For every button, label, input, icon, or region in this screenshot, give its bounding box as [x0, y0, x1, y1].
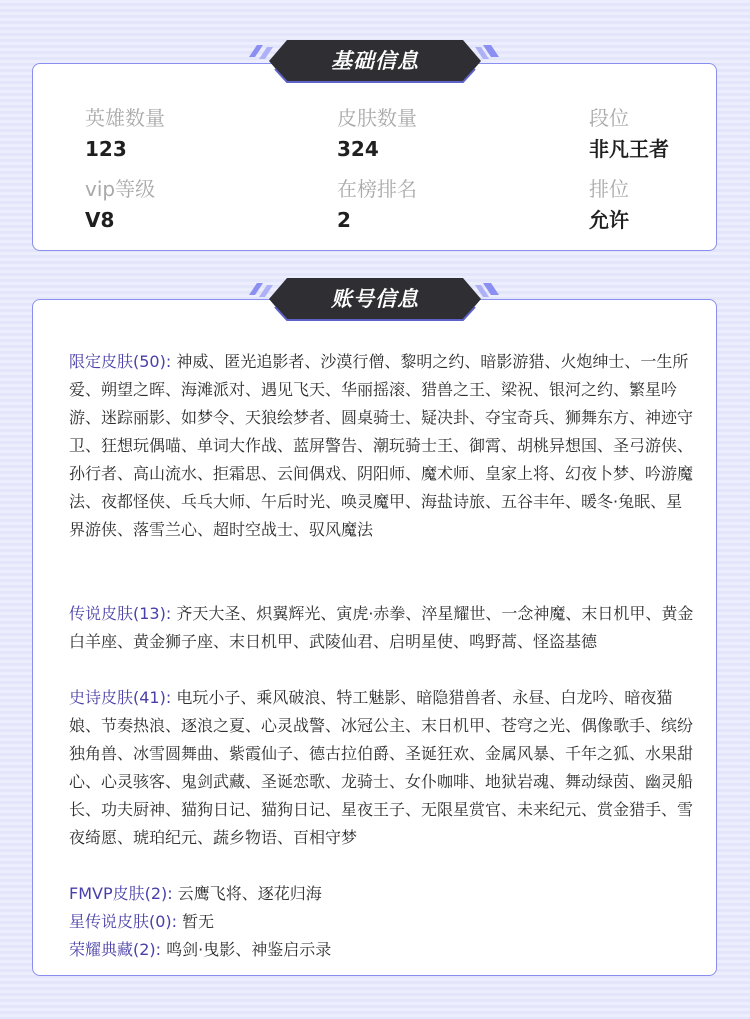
info-label: 排位	[589, 177, 629, 201]
info-hero-count	[85, 104, 165, 163]
category-label: 荣耀典藏(2):	[69, 940, 162, 959]
info-value: 324	[337, 137, 379, 161]
basic-info-title: 基础信息	[331, 49, 419, 73]
fmvp-skins-paragraph	[69, 880, 695, 908]
skin-list: 鸣剑·曳影、神鉴启示录	[166, 940, 332, 959]
skin-list: 暂无	[182, 912, 215, 931]
category-label: 星传说皮肤(0):	[69, 912, 178, 931]
info-value: 123	[85, 137, 127, 161]
info-rank-tier	[589, 104, 669, 163]
info-value: 非凡王者	[589, 137, 669, 161]
basic-info-badge	[249, 37, 501, 85]
info-skin-count	[337, 104, 417, 163]
skin-list: 云鹰飞将、逐花归海	[177, 884, 322, 903]
account-info-title: 账号信息	[331, 287, 419, 311]
star-legend-skins-paragraph	[69, 908, 695, 936]
category-label: 限定皮肤(50):	[69, 352, 172, 371]
category-label: FMVP皮肤(2):	[69, 884, 173, 903]
epic-skins-paragraph	[69, 684, 695, 852]
info-label: vip等级	[85, 177, 156, 201]
skin-list: 神威、匿光追影者、沙漠行僧、黎明之约、暗影游猎、火炮绅士、一生所爱、朔望之晖、海滩派对、遇见飞天、华丽摇滚、猎兽之王、梁祝、银河之约、繁星吟游、迷踪丽影、如梦令、天狼绘梦者、圆桌骑士、疑决卦、夺宝奇兵、狮舞东方、神迹守卫、狂想玩偶喵、单词大作战、蓝屏警告、潮玩骑士王、御霄、胡桃异想国、圣弓游侠、孙行者、高山流水、拒霜思、云间偶戏、阴阳师、魔术师、皇家上将、幻夜卜梦、吟游魔法、夜都怪侠、乓乓大师、午后时光、唤灵魔甲、海盐诗旅、五谷丰年、暖冬·兔眠、星界游侠、落雪兰心、超时空战士、驭风魔法	[69, 352, 694, 539]
info-label: 皮肤数量	[337, 106, 417, 130]
info-value: 2	[337, 208, 351, 232]
info-ranked-status	[589, 175, 629, 234]
category-label: 传说皮肤(13):	[69, 604, 172, 623]
account-info-badge	[249, 275, 501, 323]
info-value: V8	[85, 208, 115, 232]
info-label: 段位	[589, 106, 629, 130]
category-label: 史诗皮肤(41):	[69, 688, 172, 707]
skin-list: 电玩小子、乘风破浪、特工魅影、暗隐猎兽者、永昼、白龙吟、暗夜猫娘、节奏热浪、逐浪之夏、心灵战警、冰冠公主、末日机甲、苍穹之光、偶像歌手、缤纷独角兽、冰雪圆舞曲、紫霞仙子、德古拉伯爵、圣诞狂欢、金属风暴、千年之狐、水果甜心、心灵骇客、鬼剑武藏、圣诞恋歌、龙骑士、女仆咖啡、地狱岩魂、舞动绿茵、幽灵船长、功夫厨神、猫狗日记、猫狗日记、星夜王子、无限星赏官、未来纪元、赏金猎手、雪夜绮愿、琥珀纪元、蔬乡物语、百相守梦	[69, 688, 694, 847]
info-label: 在榜排名	[337, 177, 417, 201]
glory-collection-paragraph	[69, 936, 695, 964]
limited-skins-paragraph	[69, 348, 695, 544]
legendary-skins-paragraph	[69, 600, 695, 656]
info-value: 允许	[589, 208, 629, 232]
info-leaderboard-rank	[337, 175, 417, 234]
skin-list: 齐天大圣、炽翼辉光、寅虎·赤拳、淬星耀世、一念神魔、末日机甲、黄金白羊座、黄金狮子座、末日机甲、武陵仙君、启明星使、鸣野蒿、怪盗基德	[69, 604, 694, 651]
info-vip-level	[85, 175, 155, 234]
info-label: 英雄数量	[85, 106, 165, 130]
